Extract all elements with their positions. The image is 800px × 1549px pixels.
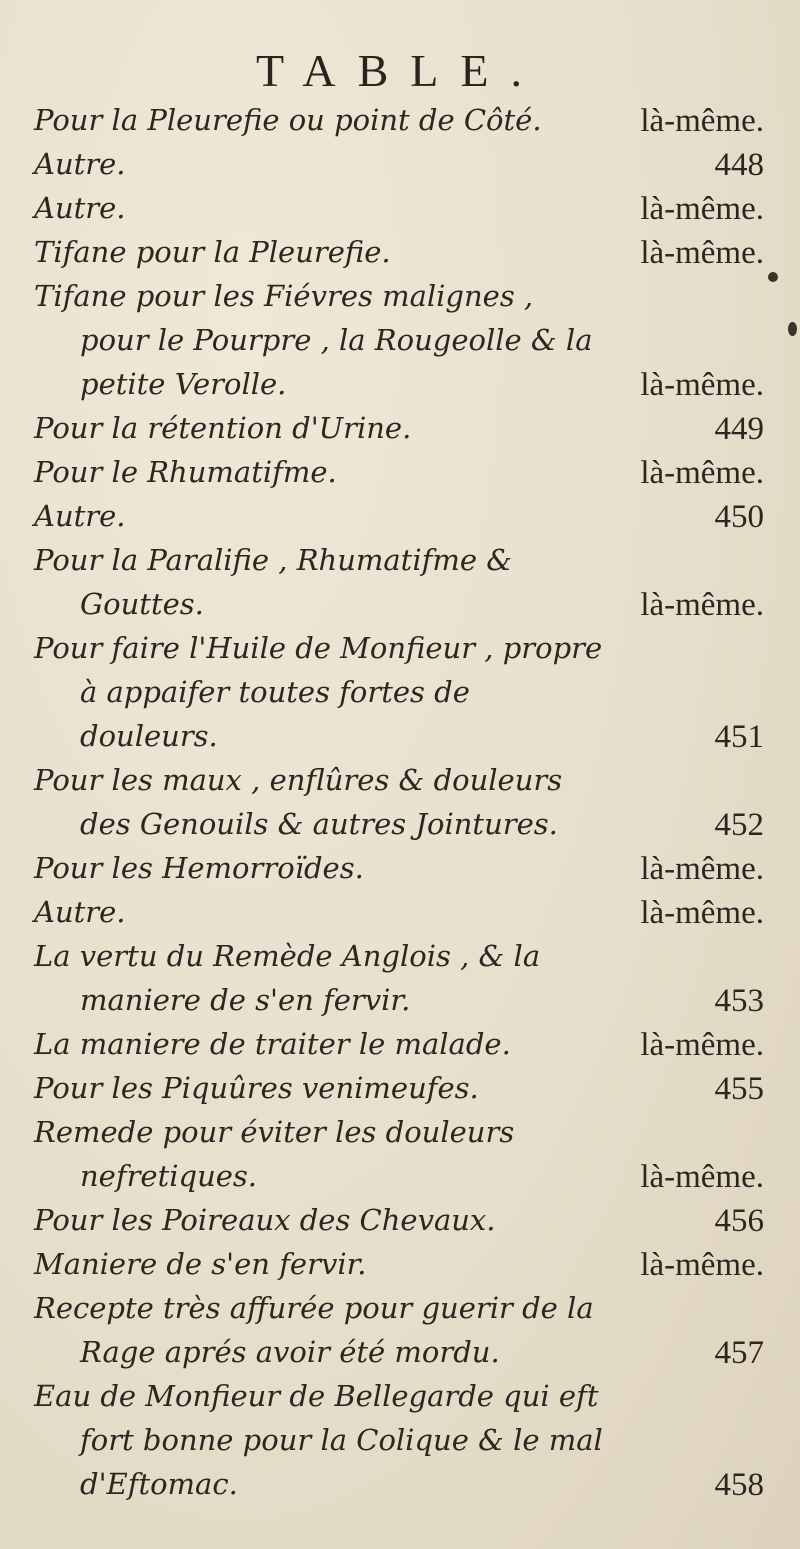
entry-ref: là-même. [640, 367, 764, 403]
entry-ref: 450 [714, 499, 764, 535]
entry-text: Pour faire l'Huile de Monfieur , propre à appaifer toutes fortes de douleurs. [34, 631, 603, 753]
entry-ref: là-même. [640, 191, 764, 227]
entry-text: Pour la Pleurefie ou point de Côté. [34, 103, 542, 137]
table-of-contents [34, 98, 764, 1506]
entry-text: Remede pour éviter les douleurs nefretiques. [34, 1115, 515, 1193]
toc-entry [34, 890, 764, 934]
page-title: TABLE. [255, 45, 544, 96]
entry-text: Autre. [34, 895, 126, 929]
entry-ref: 458 [714, 1467, 764, 1503]
entry-text: Recepte très affurée pour guerir de la Rage aprés avoir été mordu. [34, 1291, 594, 1369]
entry-text: Pour les Piquûres venimeufes. [34, 1071, 479, 1105]
toc-entry [34, 1374, 764, 1506]
toc-entry [34, 450, 764, 494]
toc-entry [34, 274, 764, 406]
entry-ref: 457 [714, 1335, 764, 1371]
entry-text: Pour les Hemorroïdes. [34, 851, 364, 885]
entry-text: Autre. [34, 499, 126, 533]
toc-entry [34, 1242, 764, 1286]
toc-entry [34, 1022, 764, 1066]
entry-text: Pour le Rhumatifme. [34, 455, 337, 489]
toc-entry [34, 406, 764, 450]
toc-entry [34, 494, 764, 538]
entry-text: Maniere de s'en fervir. [34, 1247, 367, 1281]
ink-spot [788, 322, 797, 336]
entry-text: Pour la rétention d'Urine. [34, 411, 412, 445]
entry-ref: 453 [714, 983, 764, 1019]
entry-ref: 451 [714, 719, 764, 755]
entry-text: Tifane pour les Fiévres malignes , pour le Pourpre , la Rougeolle & la petite Verolle. [34, 279, 593, 401]
toc-entry [34, 538, 764, 626]
entry-text: Pour les maux , enflûres & douleurs des Genouils & autres Jointures. [34, 763, 563, 841]
toc-entry [34, 1110, 764, 1198]
entry-text: Pour la Paralifie , Rhumatifme & Gouttes. [34, 543, 513, 621]
entry-ref: 455 [714, 1071, 764, 1107]
toc-entry [34, 186, 764, 230]
entry-ref: là-même. [640, 587, 764, 623]
entry-text: Autre. [34, 191, 126, 225]
entry-ref: là-même. [640, 103, 764, 139]
entry-ref: là-même. [640, 235, 764, 271]
toc-entry [34, 626, 764, 758]
entry-ref: là-même. [640, 851, 764, 887]
entry-text: Pour les Poireaux des Chevaux. [34, 1203, 496, 1237]
toc-entry [34, 230, 764, 274]
toc-entry [34, 934, 764, 1022]
toc-entry [34, 1198, 764, 1242]
entry-ref: là-même. [640, 1027, 764, 1063]
entry-text: Tifane pour la Pleurefie. [34, 235, 391, 269]
entry-text: La maniere de traiter le malade. [34, 1027, 511, 1061]
toc-entry [34, 846, 764, 890]
toc-entry [34, 142, 764, 186]
entry-ref: 452 [714, 807, 764, 843]
entry-ref: là-même. [640, 455, 764, 491]
entry-ref: là-même. [640, 1159, 764, 1195]
entry-ref: 448 [714, 147, 764, 183]
entry-ref: là-même. [640, 895, 764, 931]
toc-entry [34, 758, 764, 846]
entry-text: Eau de Monfieur de Bellegarde qui eft fort bonne pour la Colique & le mal d'Eftomac. [34, 1379, 603, 1501]
entry-text: Autre. [34, 147, 126, 181]
entry-ref: 449 [714, 411, 764, 447]
toc-entry [34, 1066, 764, 1110]
toc-entry [34, 1286, 764, 1374]
entry-ref: là-même. [640, 1247, 764, 1283]
entry-ref: 456 [714, 1203, 764, 1239]
entry-text: La vertu du Remède Anglois , & la maniere de s'en fervir. [34, 939, 541, 1017]
ink-spot [768, 272, 778, 282]
toc-entry [34, 98, 764, 142]
